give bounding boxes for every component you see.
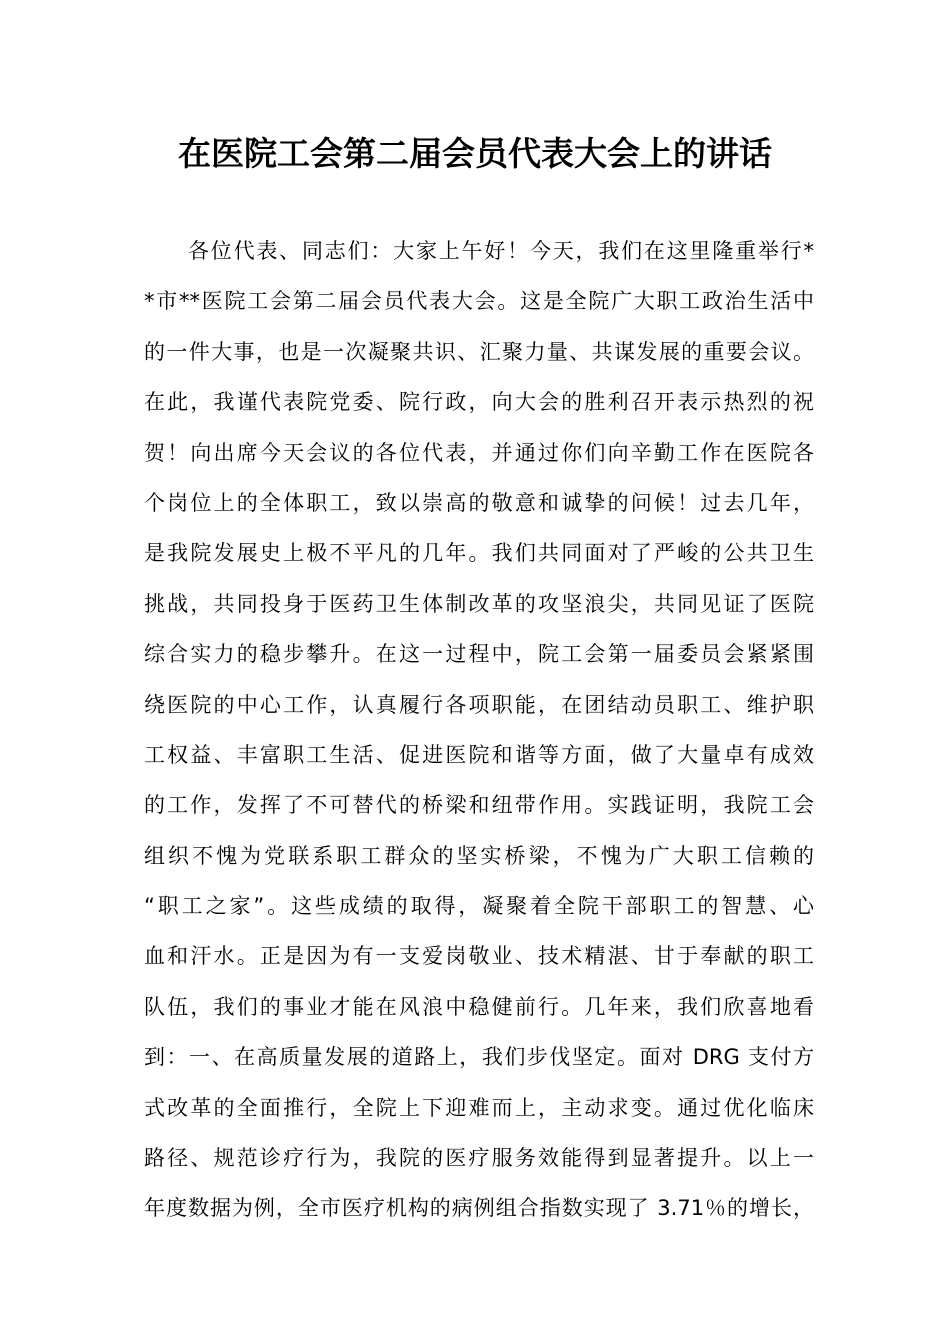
body-line: 是我院发展史上极不平凡的几年。我们共同面对了严峻的公共卫生 [144, 541, 814, 566]
body-line: 血和汗水。正是因为有一支爱岗敬业、技术精湛、甘于奉献的职工 [144, 944, 814, 969]
body-line: 组织不愧为党联系职工群众的坚实桥梁，不愧为广大职工信赖的 [144, 843, 814, 868]
body-line: 的一件大事，也是一次凝聚共识、汇聚力量、共谋发展的重要会议。 [144, 339, 814, 364]
body-line: 各位代表、同志们：大家上午好！今天，我们在这里隆重举行* [188, 239, 814, 263]
document-title: 在医院工会第二届会员代表大会上的讲话 [178, 134, 772, 173]
body-line: *市**医院工会第二届会员代表大会。这是全院广大职工政治生活中 [144, 289, 814, 314]
body-line: 式改革的全面推行，全院上下迎难而上，主动求变。通过优化临床 [144, 1095, 814, 1120]
body-line: 个岗位上的全体职工，致以崇高的敬意和诚挚的问候！过去几年， [144, 490, 814, 515]
body-line: 挑战，共同投身于医药卫生体制改革的攻坚浪尖，共同见证了医院 [144, 591, 814, 616]
body-line: 队伍，我们的事业才能在风浪中稳健前行。几年来，我们欣喜地看 [144, 994, 814, 1019]
body-line: 贺！向出席今天会议的各位代表，并通过你们向辛勤工作在医院各 [144, 440, 814, 465]
body-line: 绕医院的中心工作，认真履行各项职能，在团结动员职工、维护职 [144, 692, 814, 717]
body-line: 在此，我谨代表院党委、院行政，向大会的胜利召开表示热烈的祝 [144, 390, 814, 415]
body-line: 的工作，发挥了不可替代的桥梁和纽带作用。实践证明，我院工会 [144, 793, 814, 818]
body-line: 综合实力的稳步攀升。在这一过程中，院工会第一届委员会紧紧围 [144, 642, 814, 667]
body-line: 路径、规范诊疗行为，我院的医疗服务效能得到显著提升。以上一 [144, 1146, 814, 1171]
speech-body [144, 226, 814, 1234]
body-line: 到：一、在高质量发展的道路上，我们步伐坚定。面对 DRG 支付方 [144, 1045, 814, 1070]
body-line: 年度数据为例，全市医疗机构的病例组合指数实现了 3.71％的增长， [144, 1196, 814, 1221]
body-line: “职工之家”。这些成绩的取得，凝聚着全院干部职工的智慧、心 [144, 894, 814, 919]
body-line: 工权益、丰富职工生活、促进医院和谐等方面，做了大量卓有成效 [144, 742, 814, 767]
